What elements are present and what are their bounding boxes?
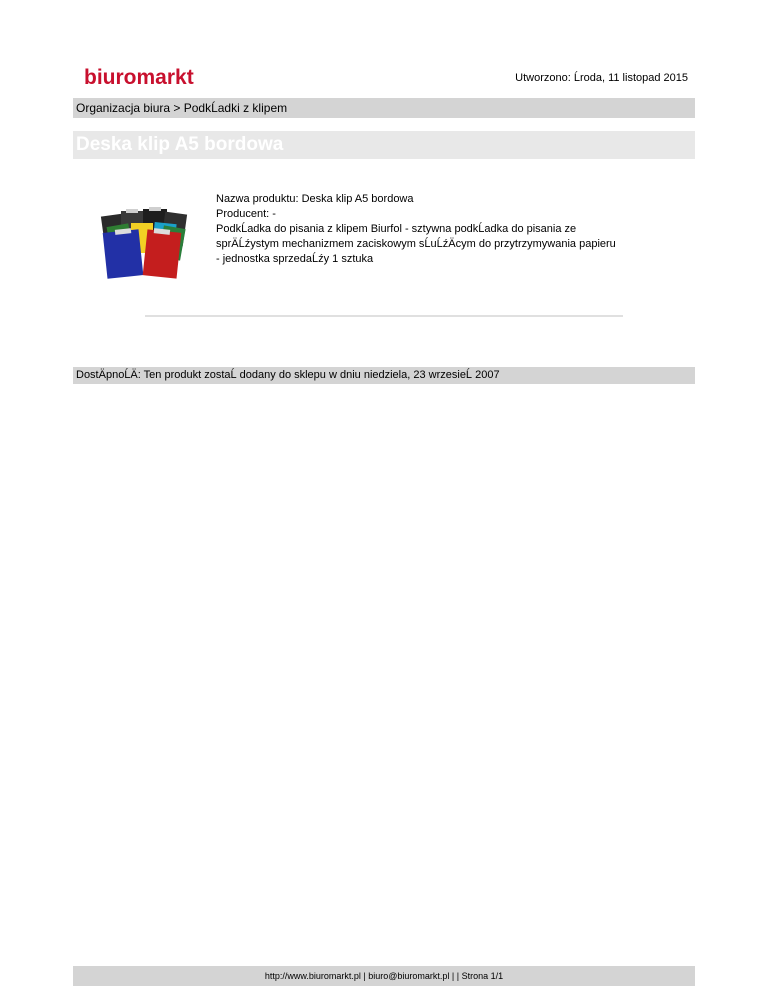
producer-line: Producent: -: [216, 208, 276, 220]
page-footer: http://www.biuromarkt.pl | biuro@biuromarkt.pl | | Strona 1/1: [73, 966, 695, 986]
product-name-line: Nazwa produktu: Deska klip A5 bordowa: [216, 193, 414, 205]
description-line-3: - jednostka sprzedaĹźy 1 sztuka: [216, 253, 374, 265]
created-date: Utworzono: Ĺroda, 11 listopad 2015: [515, 72, 688, 84]
divider: [145, 315, 623, 317]
product-title: Deska klip A5 bordowa: [73, 131, 695, 159]
breadcrumb: Organizacja biura > PodkĹadki z klipem: [73, 98, 695, 118]
product-details: [216, 192, 686, 267]
description-line-1: PodkĹadka do pisania z klipem Biurfol - sztywna podkĹadka do pisania ze: [216, 223, 577, 235]
brand-logo: biuromarkt: [84, 66, 194, 89]
availability-bar: DostÄpnoĹÄ: Ten produkt zostaĹ dodany do sklepu w dniu niedziela, 23 wrzesieĹ 2007: [73, 367, 695, 384]
description-line-2: sprÄĹźystym mechanizmem zaciskowym sĹuĹźÄcym do przytrzymywania papieru: [216, 238, 616, 250]
product-image: [95, 205, 195, 283]
